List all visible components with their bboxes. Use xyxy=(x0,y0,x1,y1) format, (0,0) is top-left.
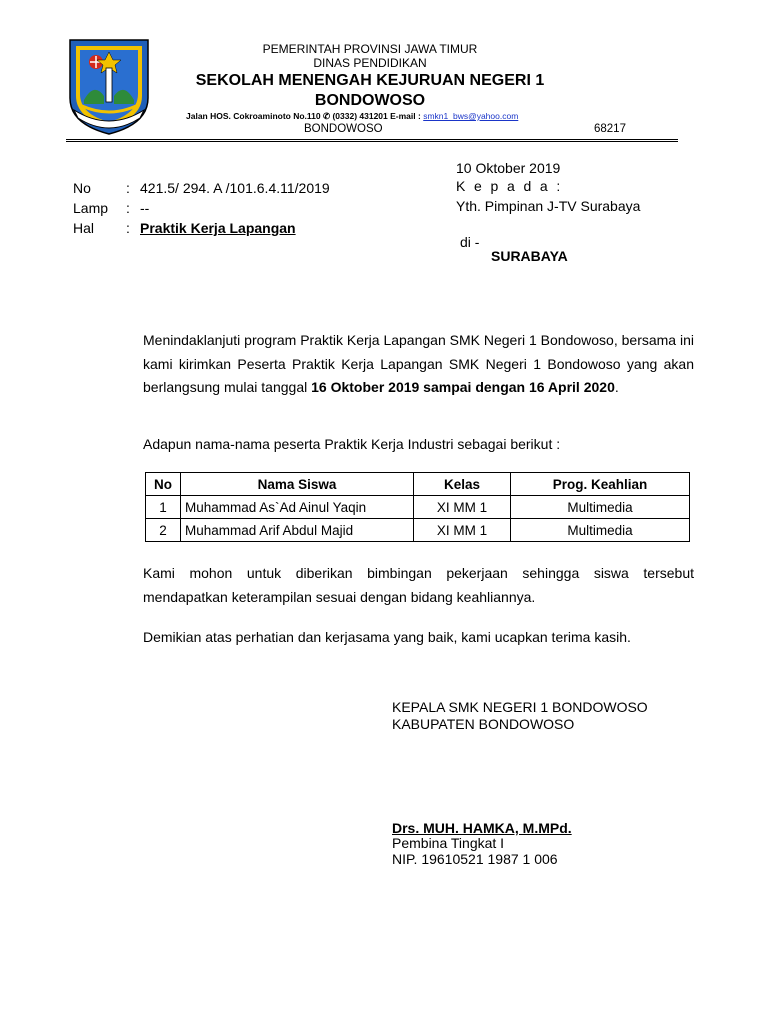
row-name: Muhammad As`Ad Ainul Yaqin xyxy=(181,496,414,519)
row-class: XI MM 1 xyxy=(414,519,511,542)
hal-value: Praktik Kerja Lapangan xyxy=(140,220,296,236)
intro-text: Menindaklanjuti program Praktik Kerja Lapangan SMK Negeri 1 Bondowoso, bersama ini kami kirimkan Peserta Praktik Kerja Lapangan SMK Negeri 1 Bondowoso yang akan berlangsung mulai tanggal xyxy=(143,332,694,395)
table-row xyxy=(146,496,690,519)
header-name: Nama Siswa xyxy=(181,473,414,496)
recipient: Yth. Pimpinan J-TV Surabaya xyxy=(456,198,641,214)
letterhead-divider xyxy=(66,139,678,142)
intro-period: . xyxy=(614,379,619,395)
school-name-line1: SEKOLAH MENENGAH KEJURUAN NEGERI 1 xyxy=(195,72,545,89)
row-program: Multimedia xyxy=(511,519,690,542)
paragraph-participants: Adapun nama-nama peserta Praktik Kerja Industri sebagai berikut : xyxy=(143,436,561,452)
row-program: Multimedia xyxy=(511,496,690,519)
email-link[interactable]: smkn1_bws@yahoo.com xyxy=(423,111,519,121)
row-name: Muhammad Arif Abdul Majid xyxy=(181,519,414,542)
lamp-colon: : xyxy=(126,200,130,216)
lamp-label: Lamp xyxy=(73,200,109,216)
address-text: Jalan HOS. Cokroaminoto No.110 ✆ (0332) 431201 E-mail : xyxy=(186,111,421,121)
row-no: 2 xyxy=(146,519,181,542)
letterhead-city: BONDOWOSO xyxy=(304,123,383,135)
no-value: 421.5/ 294. A /101.6.4.11/2019 xyxy=(140,180,330,196)
signatory-name: Drs. MUH. HAMKA, M.MPd. xyxy=(392,820,572,836)
signatory-title: KEPALA SMK NEGERI 1 BONDOWOSO xyxy=(392,699,648,715)
signatory-rank: Pembina Tingkat I xyxy=(392,835,505,851)
jawa-timur-emblem-icon xyxy=(66,34,152,136)
row-class: XI MM 1 xyxy=(414,496,511,519)
signatory-region: KABUPATEN BONDOWOSO xyxy=(392,716,575,732)
meta-colons xyxy=(126,178,130,238)
no-label: No xyxy=(73,180,91,196)
header-class: Kelas xyxy=(414,473,511,496)
school-address xyxy=(186,111,518,122)
table-row xyxy=(146,519,690,542)
letterhead-postal-code: 68217 xyxy=(594,123,626,135)
kepada-label: K e p a d a : xyxy=(456,178,563,194)
meta-values xyxy=(140,178,330,238)
paragraph-intro xyxy=(143,329,694,400)
header-no: No xyxy=(146,473,181,496)
department-name: DINAS PENDIDIKAN xyxy=(313,56,427,70)
paragraph-request: Kami mohon untuk diberikan bimbingan pekerjaan sehingga siswa tersebut mendapatkan keterampilan sesuai dengan bidang keahliannya. xyxy=(143,565,694,605)
government-name: PEMERINTAH PROVINSI JAWA TIMUR xyxy=(262,42,478,56)
hal-colon: : xyxy=(126,220,130,236)
paragraph-closing: Demikian atas perhatian dan kerjasama yang baik, kami ucapkan terima kasih. xyxy=(143,629,631,645)
table-header-row xyxy=(146,473,690,496)
letter-date: 10 Oktober 2019 xyxy=(456,160,561,176)
signatory-nip: NIP. 19610521 1987 1 006 xyxy=(392,851,558,867)
di-label: di - xyxy=(460,234,480,250)
student-table xyxy=(145,472,690,542)
no-colon: : xyxy=(126,180,130,196)
recipient-city: SURABAYA xyxy=(491,248,568,264)
header-program: Prog. Keahlian xyxy=(511,473,690,496)
meta-labels xyxy=(73,178,108,238)
school-name-line2: BONDOWOSO xyxy=(314,92,426,109)
row-no: 1 xyxy=(146,496,181,519)
lamp-value: -- xyxy=(140,200,150,216)
hal-label: Hal xyxy=(73,220,95,236)
intro-dates: 16 Oktober 2019 sampai dengan 16 April 2020 xyxy=(311,379,615,395)
